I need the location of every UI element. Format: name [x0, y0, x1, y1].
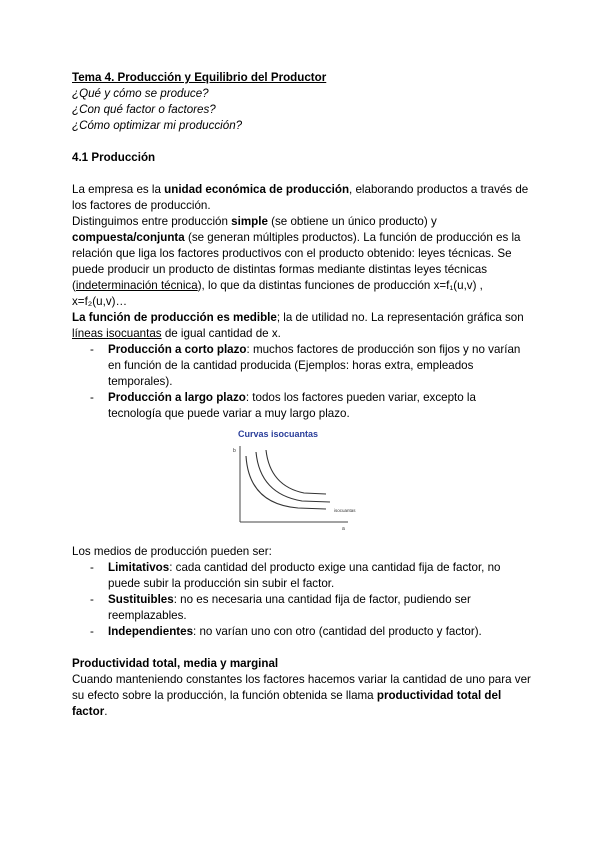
section-heading-produccion: 4.1 Producción — [72, 151, 156, 164]
paragraph-productividad: Cuando manteniendo constantes los factores hacemos variar la cantidad de uno para ver su efecto sobre la producción, la función obtenida se llama productividad total del factor. — [72, 673, 531, 718]
question-2: ¿Con qué factor o factores? — [72, 103, 216, 116]
list-item: - Limitativos: cada cantidad del producto exige una cantidad fija de factor, no puede subir la producción sin subir el factor. — [90, 561, 501, 590]
document-page — [72, 70, 532, 720]
list-item: - Producción a largo plazo: todos los factores pueden variar, excepto la tecnología que puede variar a muy largo plazo. — [90, 391, 476, 420]
curve-label: isocuantas — [334, 508, 356, 513]
medios-list — [72, 560, 532, 640]
list-item: - Independientes: no varían uno con otro (cantidad del producto y factor). — [90, 625, 482, 638]
list-item: - Producción a corto plazo: muchos factores de producción son fijos y no varían en función de la cantidad producida (Ejemplos: horas extra, empleados temporales). — [90, 343, 521, 388]
paragraph-distinguimos: Distinguimos entre producción simple (se obtiene un único producto) y compuesta/conjunta (se generan múltiples productos). La función de producción es la relación que liga los factores productivos con el producto obtenido: leyes técnicas. Se puede producir un producto de distintas formas mediante distintas leyes técnicas (indeterminación técnica), lo que da distintas funciones de producción x=f₁(u,v) , x=f₂(u,v)… — [72, 215, 521, 308]
paragraph-medible: La función de producción es medible; la de utilidad no. La representación gráfica son líneas isocuantas de igual cantidad de x. — [72, 311, 524, 340]
question-3: ¿Cómo optimizar mi producción? — [72, 119, 243, 132]
isocuanta-curve-3 — [266, 450, 326, 494]
question-1: ¿Qué y cómo se produce? — [72, 87, 209, 100]
list-item: - Sustituibles: no es necesaria una cantidad fija de factor, pudiendo ser reemplazables. — [90, 593, 471, 622]
paragraph-empresa: La empresa es la unidad económica de producción, elaborando productos a través de los factores de producción. — [72, 183, 529, 212]
figure-title: Curvas isocuantas — [238, 429, 319, 439]
plazo-list — [72, 342, 532, 422]
isocuantas-figure — [72, 428, 532, 540]
isocuantas-chart — [230, 428, 370, 536]
isocuanta-curve-2 — [256, 452, 330, 502]
y-axis-label: b — [233, 448, 236, 454]
paragraph-medios: Los medios de producción pueden ser: — [72, 545, 272, 558]
x-axis-label: a — [342, 526, 345, 532]
section-heading-productividad: Productividad total, media y marginal — [72, 657, 279, 670]
page-title: Tema 4. Producción y Equilibrio del Productor — [72, 71, 327, 84]
